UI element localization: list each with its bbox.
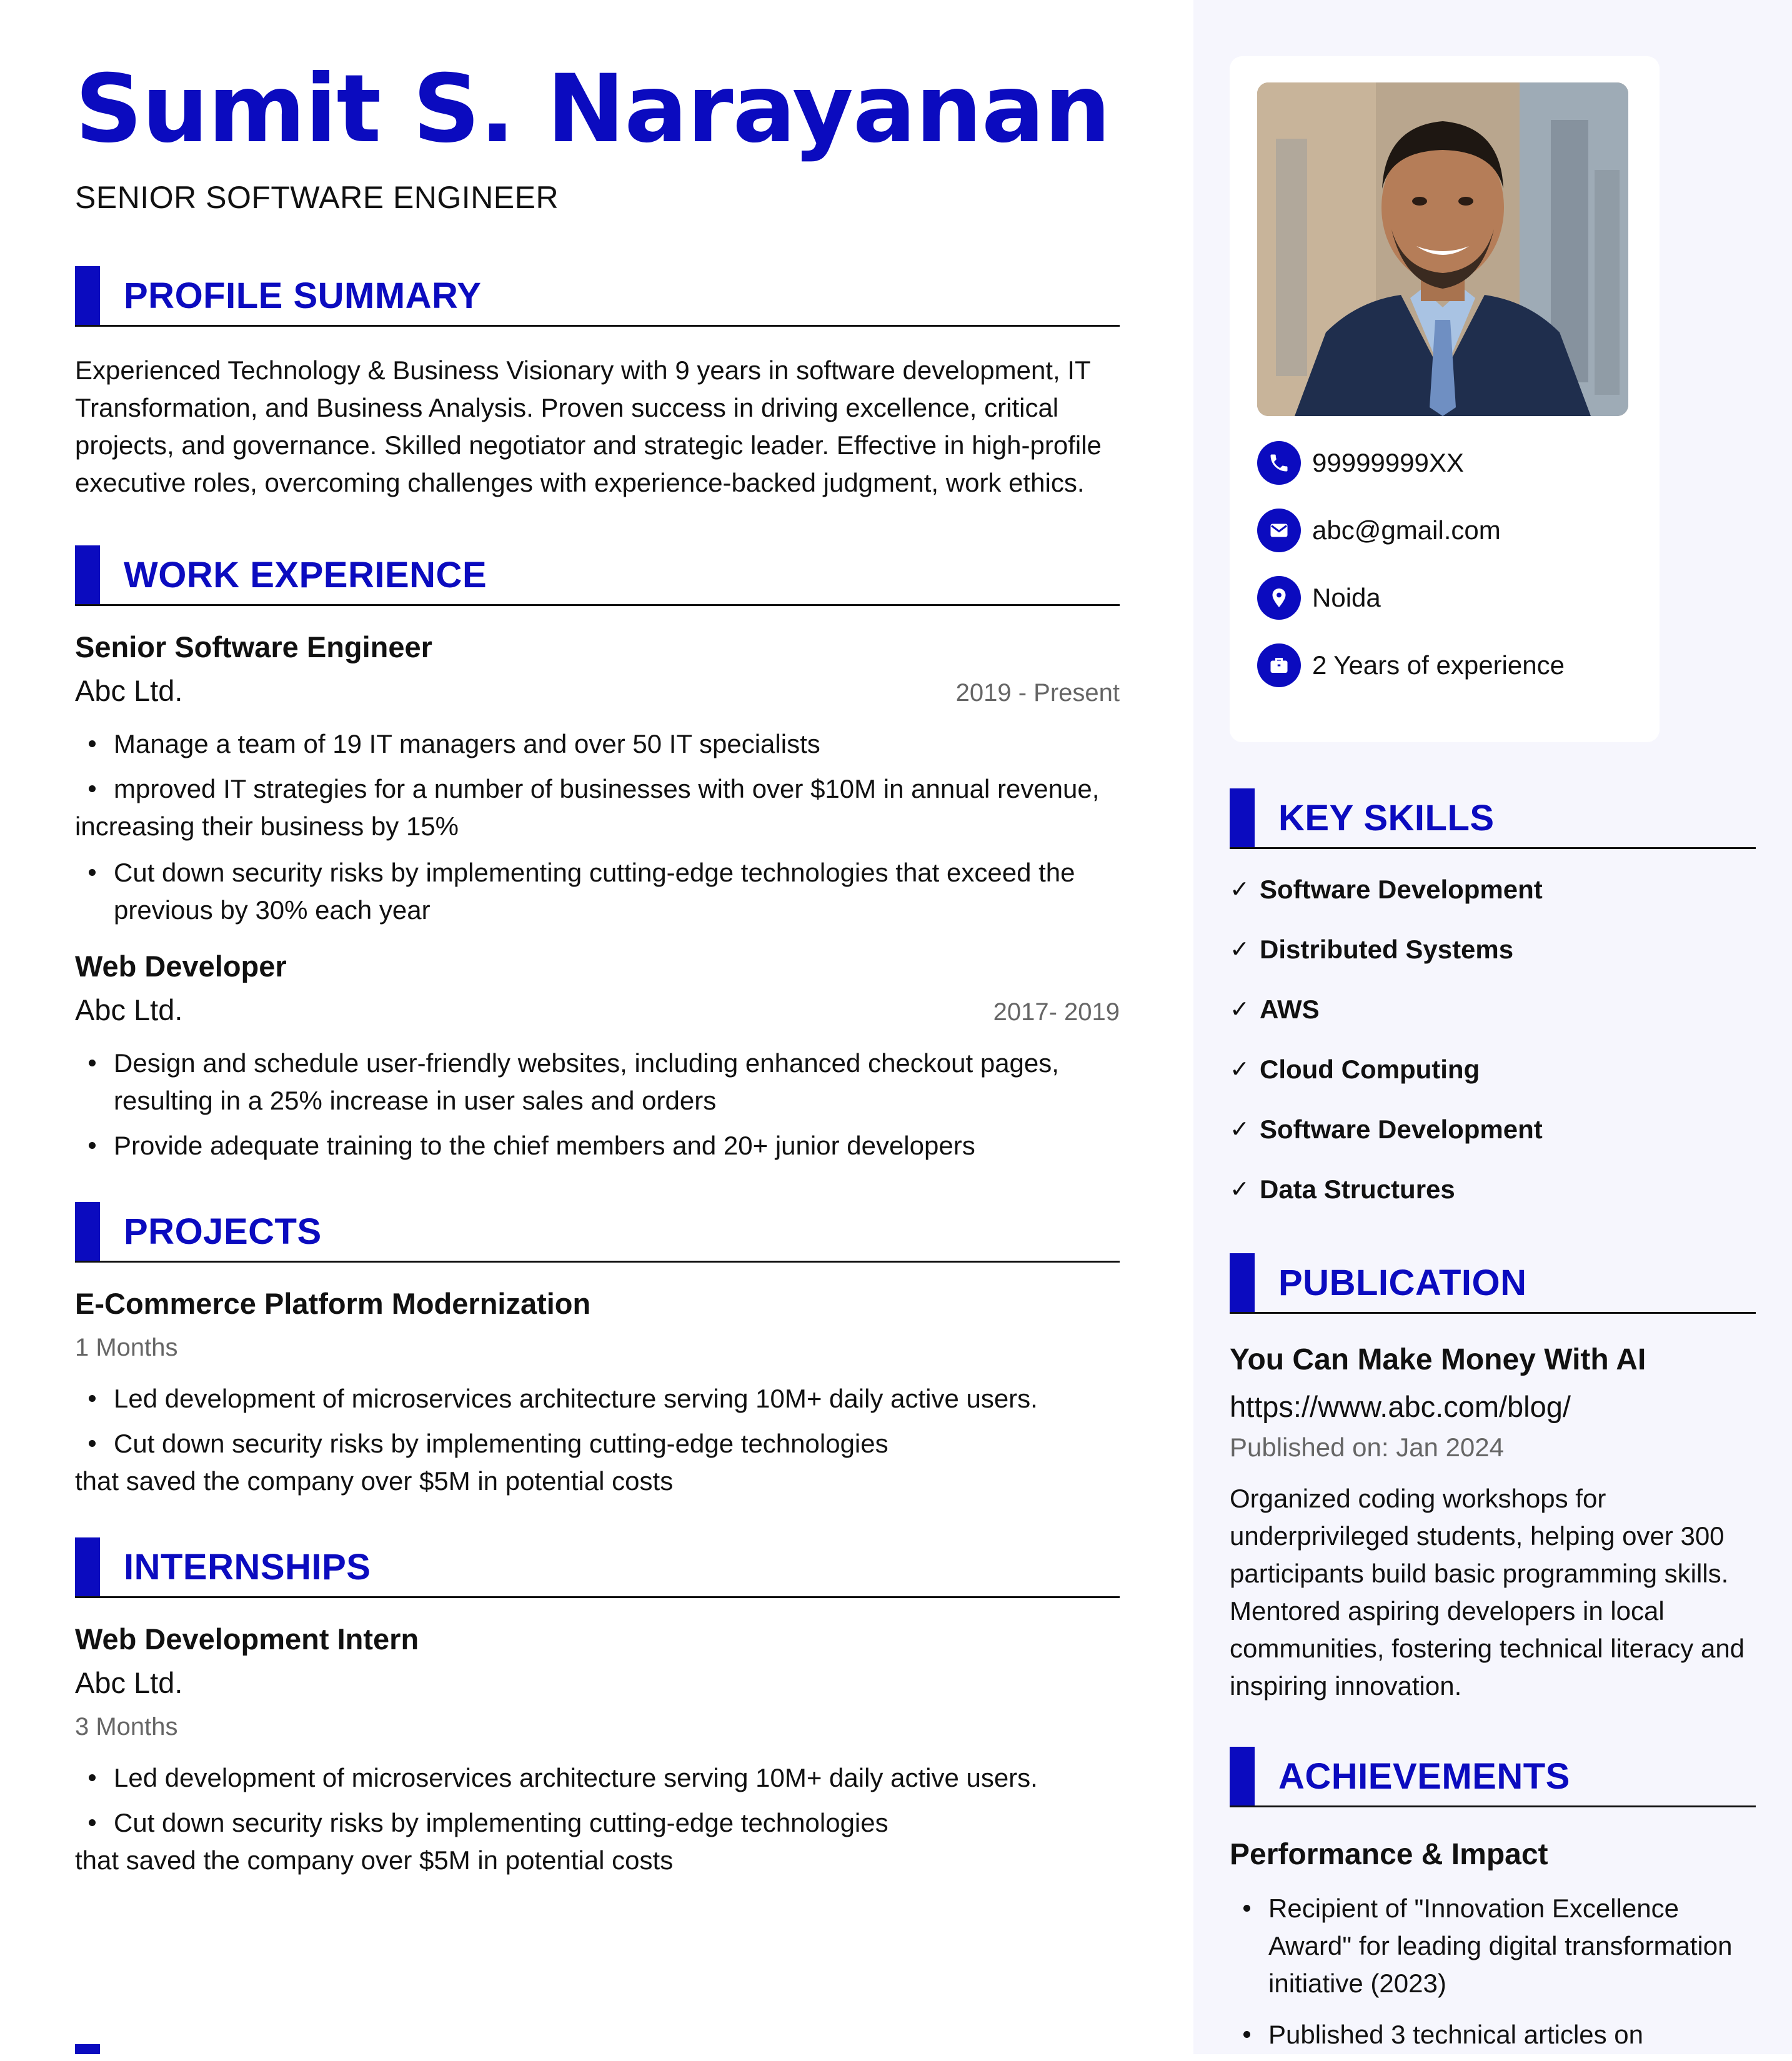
achievements-heading (1230, 1747, 1756, 1807)
list-item-continuation: that saved the company over $5M in potential costs (75, 1845, 674, 1875)
job-entry (75, 948, 1120, 1165)
sidebar (1193, 0, 1792, 2054)
section-title: PROFILE SUMMARY (124, 276, 482, 316)
job-title: Senior Software Engineer (75, 630, 432, 663)
internship-company: Abc Ltd. (75, 1666, 183, 1699)
contact-email (1257, 509, 1501, 552)
experience-text: 2 Years of experience (1312, 650, 1565, 680)
list-item: Led development of microservices architecture serving 10M+ daily active users. (75, 1380, 1120, 1418)
job-row (75, 672, 1120, 712)
section-accent-bar (1230, 788, 1255, 847)
list-item: Recipient of "Innovation Excellence Award" for leading digital transformation initiative (2023) (1230, 1890, 1756, 2002)
internship-bullets (75, 1759, 1120, 1842)
skill-label: AWS (1260, 995, 1320, 1024)
section-title: PROJECTS (124, 1211, 322, 1252)
skills-list (1230, 874, 1756, 1234)
job-entry (75, 628, 1120, 929)
check-icon: ✓ (1230, 1176, 1250, 1203)
project-bullets (75, 1380, 1120, 1463)
publication-title: You Can Make Money With AI (1230, 1343, 1646, 1376)
check-icon: ✓ (1230, 1116, 1250, 1143)
section-accent-bar (75, 266, 100, 325)
list-item: mproved IT strategies for a number of businesses with over $10M in annual revenue, (75, 770, 1120, 808)
project-duration: 1 Months (75, 1334, 178, 1361)
list-item: Cut down security risks by implementing cutting-edge technologies that exceed the previous by 30% each year (75, 854, 1120, 929)
section-title: WORK EXPERIENCE (124, 555, 487, 595)
list-item: Design and schedule user-friendly websites, including enhanced checkout pages, resulting in a 25% increase in user sales and orders (75, 1045, 1120, 1120)
skill-label: Distributed Systems (1260, 935, 1514, 964)
profile-summary-heading (75, 266, 1120, 327)
internship-entry (75, 1621, 1120, 1879)
candidate-name: Sumit S. Narayanan (75, 55, 1110, 164)
list-item: Cut down security risks by implementing cutting-edge technologies (75, 1804, 1120, 1842)
skill-item (1230, 1054, 1756, 1114)
internship-duration: 3 Months (75, 1713, 178, 1741)
list-item-continuation: increasing their business by 15% (75, 812, 459, 841)
internship-title: Web Development Intern (75, 1622, 419, 1656)
achievements-subheading: Performance & Impact (1230, 1838, 1548, 1871)
publication-description: Organized coding workshops for underprivileged students, helping over 300 participants build basic programming skills. Mentored aspiring developers in local communities, fostering technical literacy and inspiring innovation. (1230, 1484, 1745, 1701)
skill-item (1230, 934, 1756, 994)
job-dates: 2019 - Present (955, 679, 1120, 707)
key-skills-heading (1230, 788, 1756, 849)
skill-label: Cloud Computing (1260, 1055, 1480, 1084)
job-row (75, 991, 1120, 1031)
briefcase-icon (1257, 643, 1301, 687)
achievements-section (1230, 1747, 1756, 2061)
profile-photo (1257, 82, 1628, 416)
section-title: KEY SKILLS (1278, 798, 1495, 838)
phone-number: 99999999XX (1312, 448, 1464, 477)
internships-heading (75, 1537, 1120, 1598)
job-company: Abc Ltd. (75, 993, 183, 1026)
skill-item (1230, 1114, 1756, 1174)
key-skills-section (1230, 788, 1756, 1234)
job-bullets (75, 854, 1120, 929)
phone-icon (1257, 441, 1301, 485)
contact-phone (1257, 441, 1464, 485)
list-item-continuation: that saved the company over $5M in potential costs (75, 1466, 674, 1496)
section-title: PUBLICATION (1278, 1263, 1527, 1303)
contact-card (1230, 56, 1660, 742)
portrait-illustration (1257, 82, 1628, 416)
project-entry (75, 1285, 1120, 1500)
contact-location (1257, 576, 1381, 620)
skill-item (1230, 994, 1756, 1054)
list-item: Published 3 technical articles on (1230, 2016, 1756, 2054)
skill-label: Data Structures (1260, 1175, 1455, 1204)
contact-experience (1257, 643, 1565, 687)
section-accent-bar (75, 1537, 100, 1596)
list-item: Provide adequate training to the chief members and 20+ junior developers (75, 1127, 1120, 1165)
location-pin-icon (1257, 576, 1301, 620)
section-accent-bar (75, 2044, 100, 2054)
section-accent-bar (75, 545, 100, 604)
publication-heading (1230, 1253, 1756, 1314)
skill-label: Software Development (1260, 875, 1543, 904)
publication-link[interactable]: https://www.abc.com/blog/ (1230, 1390, 1571, 1423)
check-icon: ✓ (1230, 996, 1250, 1023)
main-column (75, 56, 1120, 1888)
section-accent-bar (75, 1202, 100, 1261)
mail-icon (1257, 509, 1301, 552)
section-title: ACHIEVEMENTS (1278, 1756, 1570, 1797)
profile-summary-text: Experienced Technology & Business Visionary with 9 years in software development, IT Transformation, and Business Analysis. Proven success in driving excellence, critical projects, and governance. Skilled negotiator and strategic leader. Effective in high-profile executive roles, overcoming challenges with experience-backed judgment, work ethics. (75, 355, 1102, 497)
check-icon: ✓ (1230, 1056, 1250, 1083)
list-item: Led development of microservices architecture serving 10M+ daily active users. (75, 1759, 1120, 1797)
skill-label: Software Development (1260, 1115, 1543, 1144)
publication-date: Published on: Jan 2024 (1230, 1433, 1505, 1462)
job-bullets (75, 1045, 1120, 1165)
skill-item (1230, 1174, 1756, 1234)
job-title: Web Developer (75, 950, 287, 983)
work-experience-heading (75, 545, 1120, 606)
email-address: abc@gmail.com (1312, 515, 1501, 545)
check-icon: ✓ (1230, 936, 1250, 963)
job-dates: 2017- 2019 (993, 998, 1120, 1026)
list-item: Manage a team of 19 IT managers and over 50 IT specialists (75, 725, 1120, 763)
project-title: E-Commerce Platform Modernization (75, 1287, 591, 1320)
publication-section (1230, 1253, 1756, 1705)
job-company: Abc Ltd. (75, 674, 183, 707)
list-item: Cut down security risks by implementing cutting-edge technologies (75, 1425, 1120, 1463)
section-accent-bar (1230, 1253, 1255, 1312)
section-accent-bar (1230, 1747, 1255, 1805)
achievements-list (1230, 1890, 1756, 2054)
projects-heading (75, 1202, 1120, 1263)
check-icon: ✓ (1230, 877, 1250, 903)
location-text: Noida (1312, 583, 1381, 612)
job-bullets (75, 725, 1120, 808)
skill-item (1230, 874, 1756, 934)
section-title: INTERNSHIPS (124, 1547, 371, 1587)
candidate-role: SENIOR SOFTWARE ENGINEER (75, 180, 559, 215)
